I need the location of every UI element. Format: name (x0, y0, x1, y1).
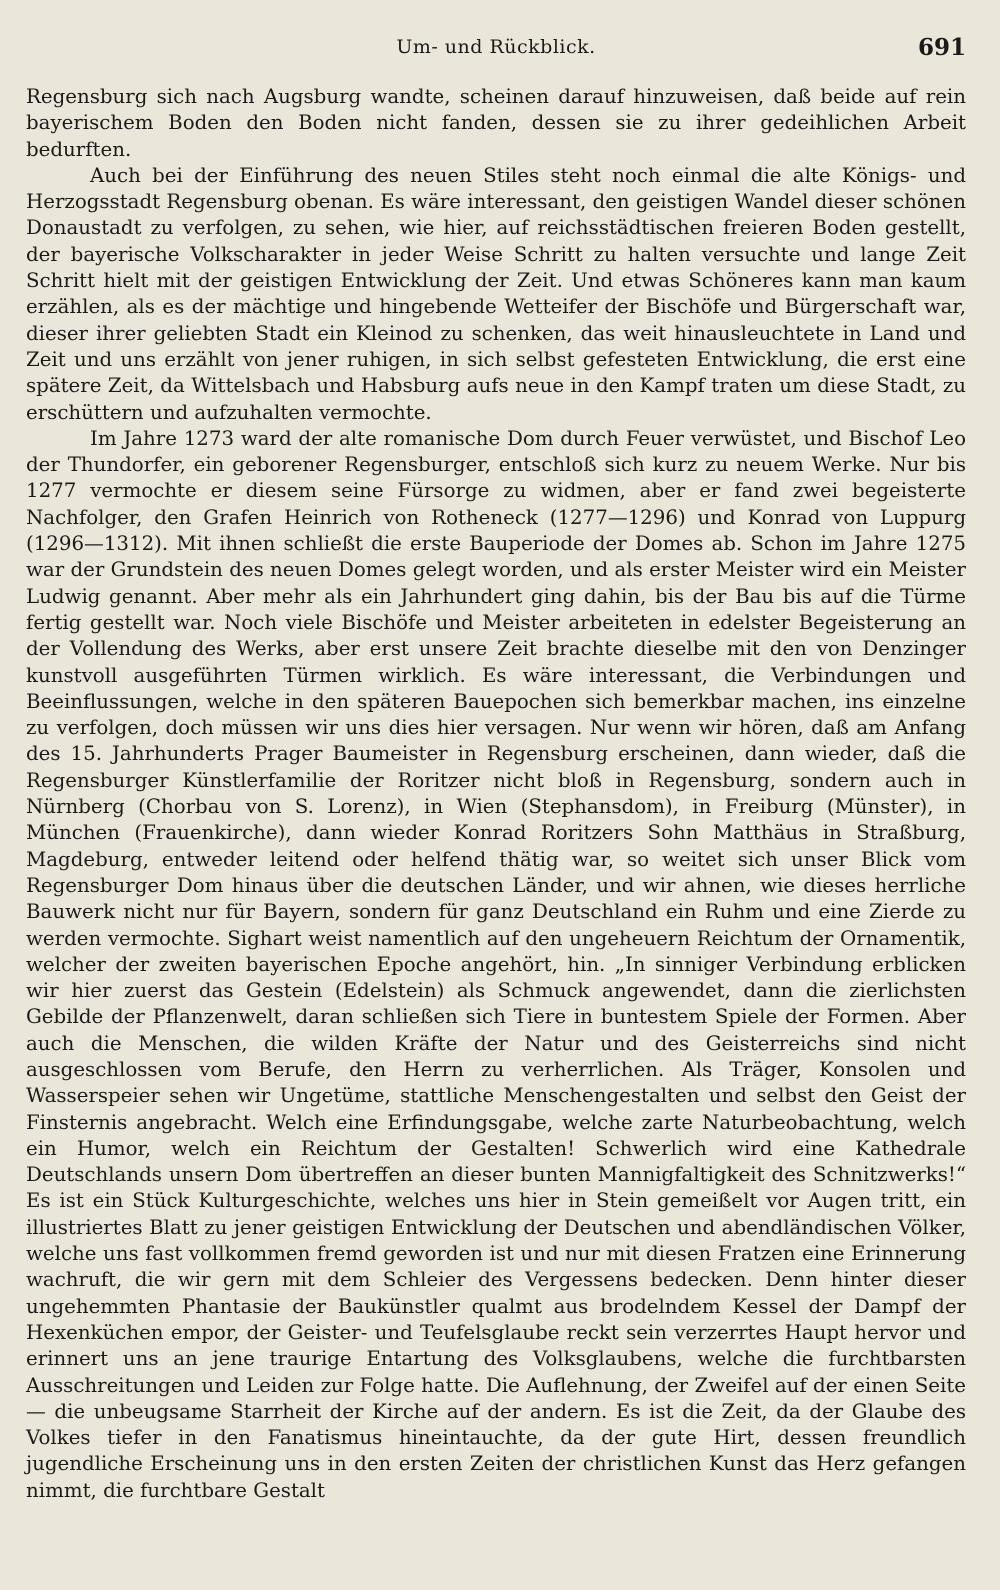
page-number: 691 (917, 34, 966, 61)
paragraph-cathedral-history: Im Jahre 1273 ward der alte romanische Dom durch Feuer verwüstet, und Bischof Leo der Thundorfer, ein geborener Regensburger, entschloß sich kurz zu neuem Werke. Nur bis 1277 vermochte er diesem seine Fürsorge zu widmen, aber er fand zwei begeisterte Nachfolger, den Grafen Heinrich von Rotheneck (1277—1296) und Konrad von Luppurg (1296—1312). Mit ihnen schließt die erste Bauperiode der Domes ab. Schon im Jahre 1275 war der Grundstein des neuen Domes gelegt worden, und als erster Meister wird ein Meister Ludwig genannt. Aber mehr als ein Jahrhundert ging dahin, bis der Bau bis auf die Türme fertig gestellt war. Noch viele Bischöfe und Meister arbeiteten in edelster Begeisterung an der Vollendung des Werks, aber erst unsere Zeit brachte dieselbe mit den von Denzinger kunstvoll ausgeführten Türmen wirklich. Es wäre interessant, die Verbindungen und Beeinflussungen, welche in den späteren Bauepochen sich bemerkbar machen, ins einzelne zu verfolgen, doch müssen wir uns dies hier versagen. Nur wenn wir hören, daß am Anfang des 15. Jahrhunderts Prager Baumeister in Regensburg erscheinen, dann wieder, daß die Regensburger Künstlerfamilie der Roritzer nicht bloß in Regensburg, sondern auch in Nürnberg (Chorbau von S. Lorenz), in Wien (Stephansdom), in Freiburg (Münster), in München (Frauenkirche), dann wieder Konrad Roritzers Sohn Matthäus in Straßburg, Magdeburg, entweder leitend oder helfend thätig war, so weitet sich unser Blick vom Regensburger Dom hinaus über die deutschen Länder, und wir ahnen, wie dieses herrliche Bauwerk nicht nur für Bayern, sondern für ganz Deutschland ein Ruhm und eine Zierde zu werden vermochte. Sighart weist namentlich auf den ungeheuern Reichtum der Ornamentik, welcher der zweiten bayerischen Epoche angehört, hin. „In sinniger Verbindung erblicken wir hier zuerst das Gestein (Edelstein) als Schmuck angewendet, dann die zierlichsten Gebilde der Pflanzenwelt, daran schließen sich Tiere in buntestem Spiele der Formen. Aber auch die Menschen, die wilden Kräfte der Natur und des Geisterreichs sind nicht ausgeschlossen vom Berufe, den Herrn zu verherrlichen. Als Träger, Konsolen und Wasserspeier sehen wir Ungetüme, stattliche Menschengestalten und selbst den Geist der Finsternis angebracht. Welch eine Erfindungsgabe, welche zarte Naturbeobachtung, welch ein Humor, welch ein Reichtum der Gestalten! Schwerlich wird eine Kathedrale Deutschlands unsern Dom übertreffen an dieser bunten Mannigfaltigkeit des Schnitzwerks!“ Es ist ein Stück Kulturgeschichte, welches uns hier in Stein gemeißelt vor Augen tritt, ein illustriertes Blatt zu jener geistigen Entwicklung der Deutschen und abendländischen Völker, welche uns fast vollkommen fremd geworden ist und nur mit diesen Fratzen eine Erinnerung wachruft, die wir gern mit dem Schleier des Vergessens bedecken. Denn hinter dieser ungehemmten Phantasie der Baukünstler qualmt aus brodelndem Kessel der Dampf der Hexenküchen empor, der Geister- und Teufelsglaube reckt sein verzerrtes Haupt hervor und erinnert uns an jene traurige Entartung des Volksglaubens, welche die furchtbarsten Ausschreitungen und Leiden zur Folge hatte. Die Auflehnung, der Zweifel auf der einen Seite — die unbeugsame Starrheit der Kirche auf der andern. Es ist die Zeit, da der Glaube des Volkes tiefer in den Fanatismus hineintauchte, da der gute Hirt, dessen freundlich jugendliche Erscheinung uns in den ersten Zeiten der christlichen Kunst das Herz gefangen nimmt, die furchtbare Gestalt (26, 426, 966, 1502)
paragraph-regensburg-new-style: Auch bei der Einführung des neuen Stiles steht noch einmal die alte Königs- und Herzogsstadt Regensburg obenan. Es wäre interessant, den geistigen Wandel dieser schönen Donaustadt zu verfolgen, zu sehen, wie hier, auf reichsstädtischen freieren Boden gestellt, der bayerische Volkscharakter in jeder Weise Schritt zu halten versuchte und lange Zeit Schritt hielt mit der geistigen Entwicklung der Zeit. Und etwas Schöneres kann man kaum erzählen, als es der mächtige und hingebende Wetteifer der Bischöfe und Bürgerschaft war, dieser ihrer geliebten Stadt ein Kleinod zu schenken, das weit hinausleuchtete in Land und Zeit und uns erzählt von jener ruhigen, in sich selbst gefesteten Entwicklung, die erst eine spätere Zeit, da Wittelsbach und Habsburg aufs neue in den Kampf traten um diese Stadt, zu erschüttern und aufzuhalten vermochte. (26, 163, 966, 424)
body-text (26, 84, 966, 1504)
running-head (26, 30, 966, 70)
paragraph-continuation: Regensburg sich nach Augsburg wandte, scheinen darauf hinzuweisen, daß beide auf rein bayerischem Boden den Boden nicht fanden, dessen sie zu ihrer gedeihlichen Arbeit bedurften. (26, 85, 966, 161)
running-head-title: Um- und Rückblick. (396, 36, 596, 58)
